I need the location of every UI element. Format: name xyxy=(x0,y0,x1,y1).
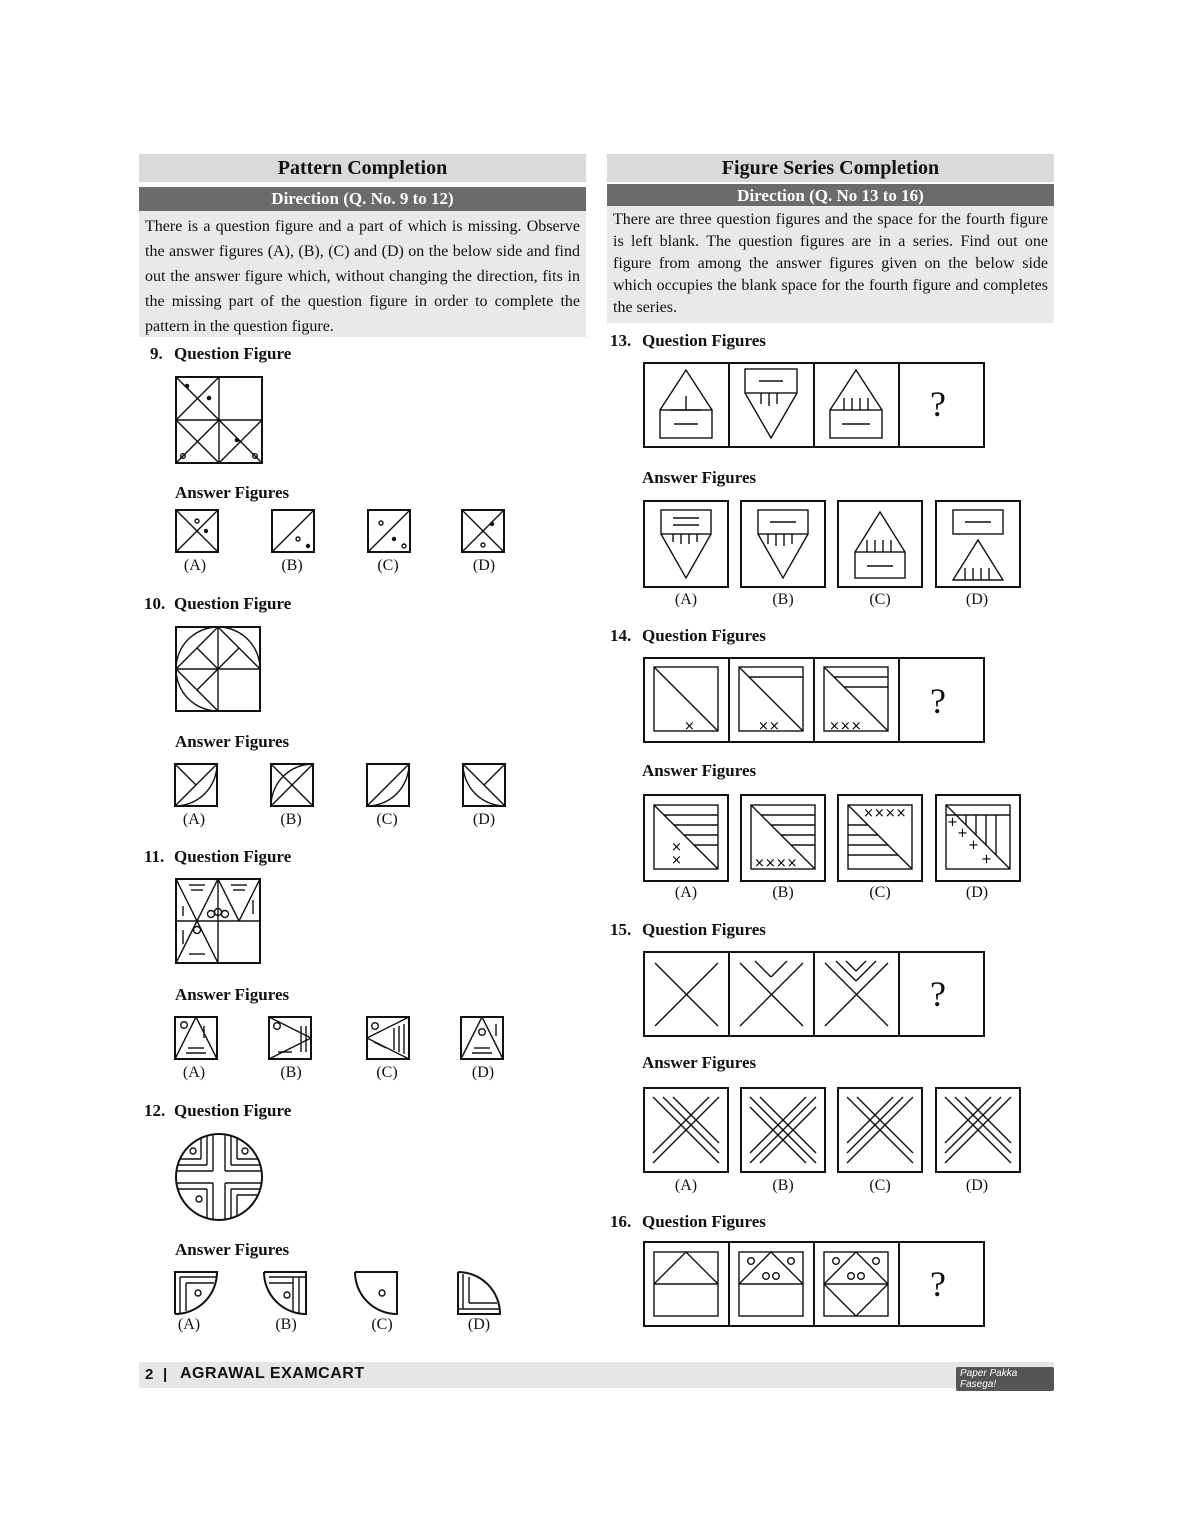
q9-option-a-figure[interactable] xyxy=(175,509,219,553)
svg-text:+: + xyxy=(947,815,958,830)
q14-option-d-label: (D) xyxy=(965,884,989,901)
q13-option-d-figure[interactable] xyxy=(935,500,1021,588)
question-10-figure xyxy=(175,626,261,712)
question-11-heading: 11. Question Figure xyxy=(144,847,292,866)
left-direction-title: Direction (Q. No. 9 to 12) xyxy=(139,187,586,211)
q10-option-b-label: (B) xyxy=(280,811,302,828)
q12-option-a-label: (A) xyxy=(177,1316,201,1333)
q15-question-mark: ? xyxy=(930,974,946,1014)
q14-option-b-figure[interactable] xyxy=(740,794,826,882)
q11-option-b-label: (B) xyxy=(280,1064,302,1081)
q10-option-a-figure[interactable] xyxy=(174,763,218,807)
q11-option-c-label: (C) xyxy=(376,1064,398,1081)
q13-option-b-figure[interactable] xyxy=(740,500,826,588)
q12-option-d-figure[interactable] xyxy=(457,1271,501,1315)
question-9-heading: 9. Question Figure xyxy=(150,344,292,363)
q15-option-a-label: (A) xyxy=(674,1177,698,1194)
q9-option-b-figure[interactable] xyxy=(271,509,315,553)
q14-option-c-label: (C) xyxy=(869,884,891,901)
left-direction-text: There is a question figure and a part of which is missing. Observe the answer figures (A), (B), (C) and (D) on the below side and find out the answer figure which, without changing the direction, fits in the missing part of the question figure in order to complete the pattern in the question figure. xyxy=(139,211,586,337)
q9-option-a-label: (A) xyxy=(183,557,207,574)
q14-option-a-label: (A) xyxy=(674,884,698,901)
q11-option-a-label: (A) xyxy=(182,1064,206,1081)
q13-question-mark: ? xyxy=(930,384,946,424)
q10-option-d-figure[interactable] xyxy=(462,763,506,807)
right-section-title: Figure Series Completion xyxy=(607,154,1054,182)
tagline-badge: Paper Pakka Fasega! xyxy=(956,1367,1054,1391)
footer-separator: | xyxy=(163,1366,168,1383)
q11-option-b-figure[interactable] xyxy=(268,1016,312,1060)
question-12-heading: 12. Question Figure xyxy=(144,1101,292,1120)
q11-answer-heading: Answer Figures xyxy=(175,985,290,1004)
svg-text:+: + xyxy=(968,838,979,853)
q12-option-a-figure[interactable] xyxy=(174,1271,218,1315)
q10-option-a-label: (A) xyxy=(182,811,206,828)
q12-option-b-figure[interactable] xyxy=(263,1271,307,1315)
q10-option-c-figure[interactable] xyxy=(366,763,410,807)
q13-option-a-figure[interactable] xyxy=(643,500,729,588)
q10-answer-heading: Answer Figures xyxy=(175,732,290,751)
q12-option-b-label: (B) xyxy=(275,1316,297,1333)
q13-option-c-figure[interactable] xyxy=(837,500,923,588)
q15-option-a-figure[interactable] xyxy=(643,1087,729,1173)
svg-text:××: ×× xyxy=(758,719,780,734)
q11-option-d-label: (D) xyxy=(471,1064,495,1081)
q13-option-b-label: (B) xyxy=(772,591,794,608)
q11-option-d-figure[interactable] xyxy=(460,1016,504,1060)
svg-text:×××: ××× xyxy=(829,719,862,734)
q9-option-b-label: (B) xyxy=(281,557,303,574)
question-11-figure xyxy=(175,878,261,964)
q14-question-mark: ? xyxy=(930,681,946,721)
q10-option-c-label: (C) xyxy=(376,811,398,828)
q15-option-b-label: (B) xyxy=(772,1177,794,1194)
question-15-heading: 15. Question Figures xyxy=(610,920,766,939)
q13-option-c-label: (C) xyxy=(869,591,891,608)
right-direction-text: There are three question figures and the space for the fourth figure is left blank. The question figures are in a series. Find out one figure from among the answer figures given on the below side which occupies the blank space for the fourth figure and completes the series. xyxy=(607,206,1054,323)
q13-answer-heading: Answer Figures xyxy=(642,468,757,487)
q9-option-d-figure[interactable] xyxy=(461,509,505,553)
q13-option-d-label: (D) xyxy=(965,591,989,608)
q15-option-c-label: (C) xyxy=(869,1177,891,1194)
q10-option-b-figure[interactable] xyxy=(270,763,314,807)
q9-option-c-label: (C) xyxy=(377,557,399,574)
svg-text:+: + xyxy=(957,826,968,841)
q12-option-d-label: (D) xyxy=(467,1316,491,1333)
q16-question-mark: ? xyxy=(930,1264,946,1304)
svg-text:××××: ×××× xyxy=(754,856,798,871)
q14-option-c-figure[interactable] xyxy=(837,794,923,882)
question-14-heading: 14. Question Figures xyxy=(610,626,766,645)
page-footer xyxy=(139,1362,1054,1388)
q11-option-c-figure[interactable] xyxy=(366,1016,410,1060)
q15-option-d-figure[interactable] xyxy=(935,1087,1021,1173)
brand-logo: AGRAWAL EXAMCART xyxy=(180,1365,365,1382)
right-direction-title: Direction (Q. No 13 to 16) xyxy=(607,184,1054,208)
svg-text:×: × xyxy=(671,840,682,855)
q9-option-d-label: (D) xyxy=(472,557,496,574)
svg-text:×: × xyxy=(671,853,682,868)
q15-option-c-figure[interactable] xyxy=(837,1087,923,1173)
q14-option-b-label: (B) xyxy=(772,884,794,901)
q15-option-b-figure[interactable] xyxy=(740,1087,826,1173)
q15-option-d-label: (D) xyxy=(965,1177,989,1194)
question-13-heading: 13. Question Figures xyxy=(610,331,766,350)
question-16-heading: 16. Question Figures xyxy=(610,1212,766,1231)
q14-option-a-figure[interactable] xyxy=(643,794,729,882)
q11-option-a-figure[interactable] xyxy=(174,1016,218,1060)
q12-option-c-label: (C) xyxy=(371,1316,393,1333)
left-section-title: Pattern Completion xyxy=(139,154,586,182)
svg-text:××××: ×××× xyxy=(863,806,907,821)
svg-text:+: + xyxy=(981,852,992,867)
q15-answer-heading: Answer Figures xyxy=(642,1053,757,1072)
question-9-figure xyxy=(175,376,263,464)
q14-option-d-figure[interactable] xyxy=(935,794,1021,882)
svg-text:×: × xyxy=(684,719,695,734)
question-12-figure xyxy=(175,1133,263,1221)
q12-answer-heading: Answer Figures xyxy=(175,1240,290,1259)
page-number: 2 xyxy=(145,1366,154,1383)
question-10-heading: 10. Question Figure xyxy=(144,594,292,613)
q9-option-c-figure[interactable] xyxy=(367,509,411,553)
q14-answer-heading: Answer Figures xyxy=(642,761,757,780)
q12-option-c-figure[interactable] xyxy=(354,1271,398,1315)
q13-option-a-label: (A) xyxy=(674,591,698,608)
q9-answer-heading: Answer Figures xyxy=(175,483,290,502)
q10-option-d-label: (D) xyxy=(472,811,496,828)
